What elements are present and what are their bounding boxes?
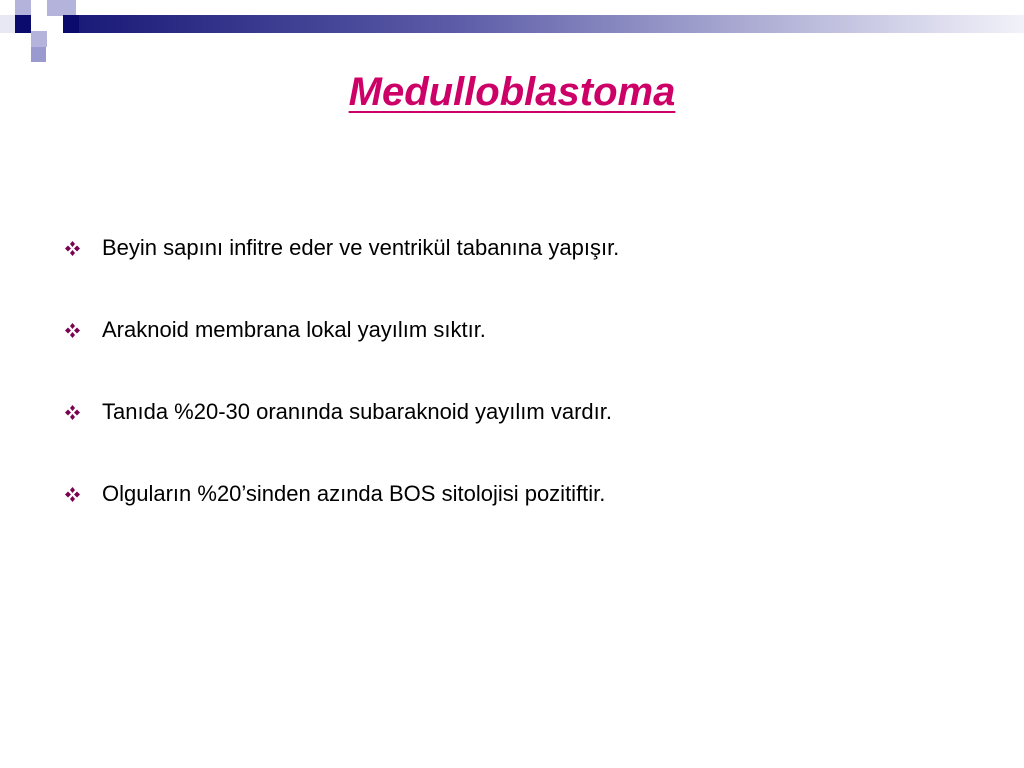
diamond-cluster-icon: [64, 486, 81, 503]
list-item: [64, 392, 619, 432]
header-decor-square: [0, 15, 15, 33]
bullet-list: [64, 228, 619, 556]
header-decor-square: [31, 31, 47, 47]
list-item: [64, 228, 619, 268]
bullet-text: Tanıda %20-30 oranında subaraknoid yayılım vardır.: [102, 399, 612, 424]
list-item: [64, 474, 619, 514]
header-decor-square: [15, 15, 31, 33]
header-decor-square: [63, 15, 79, 33]
list-item: [64, 310, 619, 350]
header-decor-square: [47, 0, 63, 16]
diamond-cluster-icon: [64, 322, 81, 339]
header-gradient-bar: [79, 15, 1024, 33]
slide-title: Medulloblastoma: [348, 70, 676, 114]
header-decor-square: [63, 0, 76, 16]
bullet-text: Beyin sapını infitre eder ve ventrikül tabanına yapışır.: [102, 235, 620, 260]
bullet-text: Olguların %20’sinden azında BOS sitolojisi pozitiftir.: [102, 481, 606, 506]
header-decor-square: [15, 0, 31, 16]
diamond-cluster-icon: [64, 240, 81, 257]
diamond-cluster-icon: [64, 404, 81, 421]
bullet-text: Araknoid membrana lokal yayılım sıktır.: [102, 317, 486, 342]
header-decor-square: [31, 47, 46, 62]
